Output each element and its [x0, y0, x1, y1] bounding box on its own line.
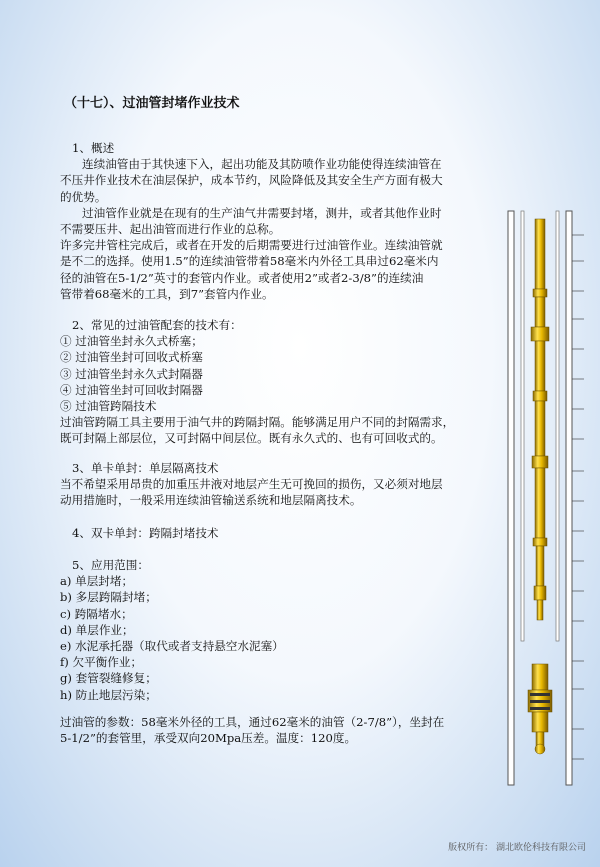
single-isolation-heading: 3、单卡单封：单层隔离技术: [72, 461, 219, 475]
copyright-footer: 版权所有： 湖北欧伦科技有限公司: [448, 843, 586, 853]
technique-item: ⑤ 过油管跨隔技术: [60, 399, 157, 414]
overview-line: 许多完井管柱完成后，或者在开发的后期需要进行过油管作业。连续油管就: [60, 238, 443, 253]
section-techniques: [60, 317, 580, 447]
section-title: （十七）、过油管封堵作业技术: [64, 96, 240, 111]
parameters-line: 5-1/2”的套管里，承受双向20Mpa压差。温度：120度。: [60, 731, 357, 746]
overview-line: 过油管作业就是在现有的生产油气井需要封堵，测井，或者其他作业时: [82, 205, 442, 220]
overview-line: 不压井作业技术在油层保护，成本节约，风险降低及其安全生产方面有极大: [60, 173, 443, 188]
applications-heading: 5、应用范围：: [72, 558, 149, 572]
application-item: g) 套管裂缝修复；: [60, 671, 157, 686]
overview-line: 径的油管在5-1/2”英寸的套管内作业。或者使用2”或者2-3/8”的连续油: [60, 270, 424, 285]
tool-string-diagram: [506, 209, 586, 787]
techniques-line: 过油管跨隔工具主要用于油气井的跨隔封隔。能够满足用户不同的封隔需求，: [60, 415, 455, 430]
techniques-heading: 2、常见的过油管配套的技术有：: [72, 318, 242, 332]
casing-left-wall: [508, 211, 514, 785]
application-item: f) 欠平衡作业；: [60, 655, 143, 670]
overview-line: 连续油管由于其快速下入，起出功能及其防喷作业功能使得连续油管在: [82, 157, 442, 172]
overview-line: 不需要压井、起出油管而进行作业的总称。: [60, 222, 281, 237]
technique-item: ③ 过油管坐封永久式封隔器: [60, 366, 203, 381]
section-overview: [60, 140, 580, 302]
technique-item: ② 过油管坐封可回收式桥塞: [60, 350, 203, 365]
single-isolation-line: 动用措施时，一般采用连续油管输送系统和地层隔离技术。: [60, 493, 362, 508]
section-parameters: [60, 714, 580, 746]
tubing-left-wall: [521, 211, 524, 641]
callout-lines: [572, 235, 584, 759]
application-item: c) 跨隔堵水；: [60, 606, 133, 621]
section-applications: [60, 557, 580, 703]
techniques-line: 既可封隔上部层位，又可封隔中间层位。既有永久式的、也有可回收式的。: [60, 431, 443, 446]
section-single-isolation: [60, 460, 580, 509]
casing-right-wall: [566, 211, 572, 785]
tubing-right-wall: [556, 211, 559, 641]
technique-item: ④ 过油管坐封可回收封隔器: [60, 382, 203, 397]
technique-item: ① 过油管坐封永久式桥塞；: [60, 334, 203, 349]
application-item: a) 单层封堵；: [60, 574, 134, 589]
seal-elements: [530, 693, 550, 710]
tool-string: [528, 219, 552, 754]
overview-heading: 1、概述: [72, 141, 115, 155]
straddle-heading: 4、双卡单封：跨隔封堵技术: [72, 526, 219, 540]
overview-line: 管带着68毫米的工具，到7”套管内作业。: [60, 286, 274, 301]
overview-line: 是不二的选择。使用1.5”的连续油管带着58毫米内外径工具串过62毫米内: [60, 254, 439, 269]
application-item: e) 水泥承托器（取代或者支持悬空水泥塞）: [60, 639, 284, 654]
application-item: d) 单层作业；: [60, 622, 134, 637]
parameters-line: 过油管的参数：58毫米外径的工具，通过62毫米的油管（2-7/8”），坐封在: [60, 715, 445, 729]
application-item: h) 防止地层污染；: [60, 687, 157, 702]
single-isolation-line: 当不希望采用昂贵的加重压井液对地层产生无可挽回的损伤，又必须对地层: [60, 477, 443, 492]
overview-line: 的优势。: [60, 189, 107, 204]
application-item: b) 多层跨隔封堵；: [60, 590, 157, 605]
section-straddle: [60, 525, 580, 541]
